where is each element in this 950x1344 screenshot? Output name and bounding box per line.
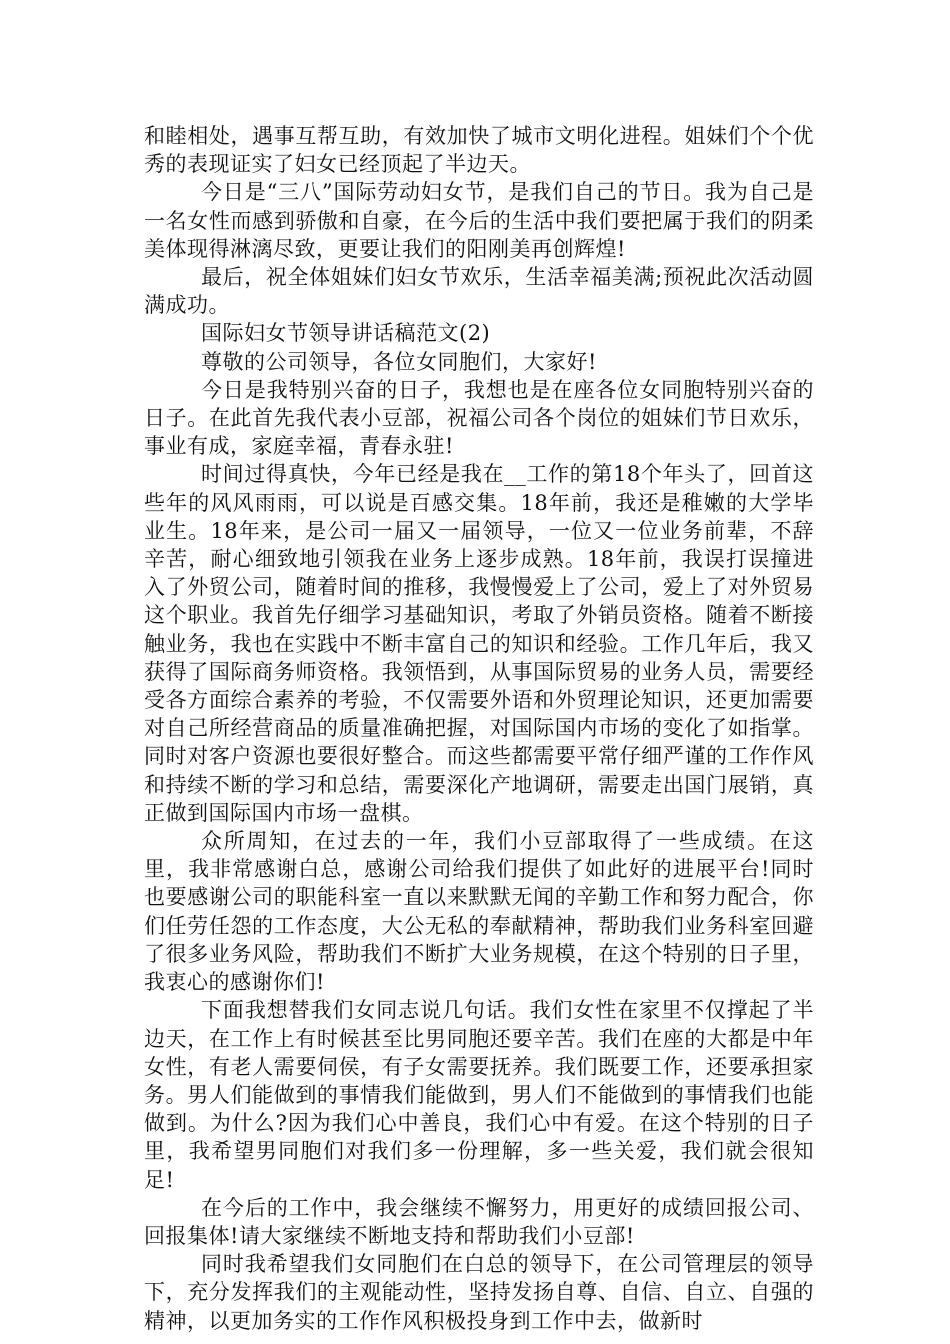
paragraph-greeting: 尊敬的公司领导，各位女同胞们，大家好! [201,349,597,374]
section-heading: 国际妇女节领导讲话稿范文(2) [201,321,491,346]
paragraph-opening: 今日是我特别兴奋的日子，我想也是在座各位女同胞特别兴奋的日子。在此首先我代表小豆部，祝福公司各个岗位的姐妹们节日欢乐，事业有成，家庭幸福，青春永驻! [144,377,814,459]
paragraph-hope: 同时我希望我们女同胞们在白总的领导下，在公司管理层的领导下，充分发挥我们的主观能动性，坚持发扬自尊、自信、自立、自强的精神，以更加务实的工作作风积极投身到工作中去，做新时 [144,1252,814,1333]
document-body [144,122,814,1335]
paragraph-women-words: 下面我想替我们女同志说几句话。我们女性在家里不仅撑起了半边天，在工作上有时候甚至比男同胞还要辛苦。我们在座的大都是中年女性，有老人需要伺侯，有子女需要抚养。我们既要工作，还要承担家务。男人们能做到的事情我们能做到，男人们不能做到的事情我们也能做到。为什么?因为我们心中善良，我们心中有爱。在这个特别的日子里，我希望男同胞们对我们多一份理解，多一些关爱，我们就会很知足! [144,998,814,1192]
paragraph-closing-wishes: 最后，祝全体姐妹们妇女节欢乐，生活幸福美满;预祝此次活动圆满成功。 [144,265,814,318]
paragraph-career: 时间过得真快，今年已经是我在__工作的第18个年头了，回首这些年的风风雨雨，可以说是百感交集。18年前，我还是稚嫩的大学毕业生。18年来，是公司一届又一届领导，一位又一位业务前辈，不辞辛苦，耐心细致地引领我在业务上逐步成熟。18年前，我误打误撞进入了外贸公司，随着时间的推移，我慢慢爱上了公司，爱上了对外贸易这个职业。我首先仔细学习基础知识，考取了外销员资格。随着不断接触业务，我也在实践中不断丰富自己的知识和经验。工作几年后，我又获得了国际商务师资格。我领悟到，从事国际贸易的业务人员，需要经受各方面综合素养的考验，不仅需要外语和外贸理论知识，还更加需要对自己所经营商品的质量准确把握，对国际国内市场的变化了如指掌。同时对客户资源也要很好整合。而这些都需要平常仔细严谨的工作作风和持续不断的学习和总结，需要深化产地调研，需要走出国门展销，真正做到国际国内市场一盘棋。 [144,462,814,825]
paragraph-continuation: 和睦相处，遇事互帮互助，有效加快了城市文明化进程。姐妹们个个优秀的表现证实了妇女已经顶起了半边天。 [144,124,814,177]
paragraph-future-work: 在今后的工作中，我会继续不懈努力，用更好的成绩回报公司、回报集体!请大家继续不断地支持和帮助我们小豆部! [144,1195,814,1248]
paragraph-achievements: 众所周知，在过去的一年，我们小豆部取得了一些成绩。在这里，我非常感谢白总，感谢公司给我们提供了如此好的进展平台!同时也要感谢公司的职能科室一直以来默默无闻的辛勤工作和努力配合，你们任劳任怨的工作态度，大公无私的奉献精神，帮助我们业务科室回避了很多业务风险，帮助我们不断扩大业务规模，在这个特别的日子里，我衷心的感谢你们! [144,829,814,995]
paragraph-womens-day: 今日是“三八”国际劳动妇女节，是我们自己的节日。我为自己是一名女性而感到骄傲和自豪，在今后的生活中我们要把属于我们的阴柔美体现得淋漓尽致，更要让我们的阳刚美再创辉煌! [144,180,814,261]
